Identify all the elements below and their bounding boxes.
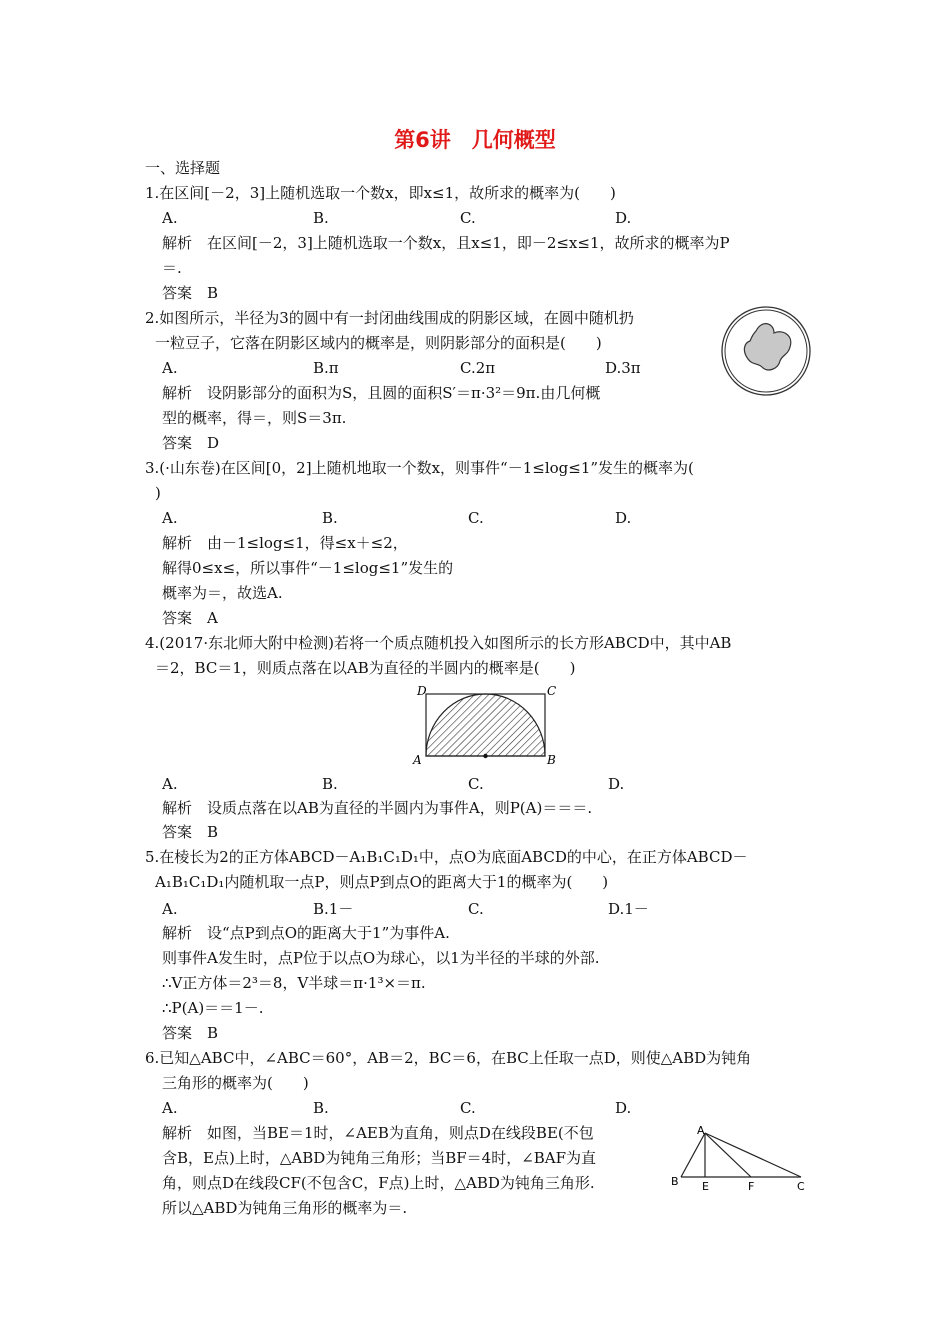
q4-option-a: A. <box>162 775 178 793</box>
q2-stem-line1: 2.如图所示，半径为3的圆中有一封闭曲线围成的阴影区域，在圆中随机扔 <box>145 309 634 327</box>
page-title: 第6讲 几何概型 <box>394 128 556 152</box>
q3-option-a: A. <box>162 509 178 527</box>
q2-option-d: D.3π <box>605 359 641 377</box>
q1-stem: 1.在区间[－2，3]上随机选取一个数x，即x≤1，故所求的概率为( ) <box>145 184 616 202</box>
q6-option-c: C. <box>460 1099 476 1117</box>
figure-label-c: C <box>547 684 557 698</box>
q3-analysis-line2: 解得0≤x≤，所以事件“－1≤log≤1”发生的 <box>162 559 454 577</box>
q3-option-c: C. <box>468 509 484 527</box>
q6-option-d: D. <box>615 1099 632 1117</box>
q5-option-a: A. <box>162 900 178 918</box>
q5-option-b: B.1－ <box>313 900 354 918</box>
q6-option-a: A. <box>162 1099 178 1117</box>
figure-label-c: C <box>797 1180 805 1192</box>
figure-label-b: B <box>671 1175 679 1188</box>
q5-answer: 答案 B <box>162 1024 219 1042</box>
q4-option-b: B. <box>322 775 338 793</box>
q6-option-b: B. <box>313 1099 329 1117</box>
q1-option-c: C. <box>460 209 476 227</box>
q6-stem-line1: 6.已知△ABC中，∠ABC＝60°，AB＝2，BC＝6，在BC上任取一点D，则使△ABD为钝角 <box>145 1049 752 1067</box>
figure-label-a: A <box>697 1124 705 1137</box>
q5-analysis-line1: 解析 设“点P到点O的距离大于1”为事件A. <box>162 924 450 942</box>
q1-option-d: D. <box>615 209 632 227</box>
figure-label-b: B <box>547 753 556 767</box>
q4-answer: 答案 B <box>162 823 219 841</box>
q5-analysis-line4: ∴P(A)＝＝1－. <box>162 999 264 1017</box>
q2-option-b: B.π <box>313 359 339 377</box>
circle-shaded-region-figure <box>718 303 814 399</box>
figure-label-e: E <box>702 1180 709 1192</box>
q2-analysis-line2: 型的概率，得＝，则S＝3π. <box>162 409 347 427</box>
q3-stem-line1: 3.(·山东卷)在区间[0，2]上随机地取一个数x，则事件“－1≤log≤1”发生的概率为( <box>145 459 694 477</box>
q4-analysis: 解析 设质点落在以AB为直径的半圆内为事件A，则P(A)＝＝＝. <box>162 799 593 817</box>
rectangle-semicircle-figure <box>408 683 558 769</box>
q3-option-b: B. <box>322 509 338 527</box>
q4-stem-line2: ＝2，BC＝1，则质点落在以AB为直径的半圆内的概率是( ) <box>155 659 576 677</box>
q3-option-d: D. <box>615 509 632 527</box>
q3-analysis-line3: 概率为＝，故选A. <box>162 584 283 602</box>
section-heading: 一、选择题 <box>145 159 221 177</box>
q6-analysis-line1: 解析 如图，当BE＝1时，∠AEB为直角，则点D在线段BE(不包 <box>162 1124 594 1142</box>
triangle-abc-figure <box>668 1120 808 1192</box>
q5-analysis-line3: ∴V正方体＝2³＝8，V半球＝π·1³×＝π. <box>162 974 426 992</box>
q6-analysis-line3: 角，则点D在线段CF(不包含C，F点)上时，△ABD为钝角三角形. <box>162 1174 595 1192</box>
q1-option-a: A. <box>162 209 178 227</box>
q6-analysis-line4: 所以△ABD为钝角三角形的概率为＝. <box>162 1199 408 1217</box>
q5-stem-line1: 5.在棱长为2的正方体ABCD－A₁B₁C₁D₁中，点O为底面ABCD的中心，在正方体ABCD－ <box>145 848 748 866</box>
q2-option-c: C.2π <box>460 359 496 377</box>
q6-stem-line2: 三角形的概率为( ) <box>162 1074 309 1092</box>
q2-analysis-line1: 解析 设阴影部分的面积为S，且圆的面积S′＝π·3²＝9π.由几何概 <box>162 384 601 402</box>
q4-option-d: D. <box>608 775 625 793</box>
q2-option-a: A. <box>162 359 178 377</box>
q5-option-c: C. <box>468 900 484 918</box>
q5-option-d: D.1－ <box>608 900 649 918</box>
q2-stem-line2: 一粒豆子，它落在阴影区域内的概率是，则阴影部分的面积是( ) <box>155 334 602 352</box>
figure-label-f: F <box>748 1180 755 1192</box>
q1-analysis-line1: 解析 在区间[－2，3]上随机选取一个数x，且x≤1，即－2≤x≤1，故所求的概率为P <box>162 234 730 252</box>
q2-answer: 答案 D <box>162 434 220 452</box>
q3-answer: 答案 A <box>162 609 218 627</box>
q6-analysis-line2: 含B，E点)上时，△ABD为钝角三角形；当BF＝4时，∠BAF为直 <box>162 1149 597 1167</box>
figure-label-a: A <box>413 753 422 767</box>
q3-stem-line2: ) <box>155 484 161 502</box>
q4-stem-line1: 4.(2017·东北师大附中检测)若将一个质点随机投入如图所示的长方形ABCD中，其中AB <box>145 634 732 652</box>
q5-analysis-line2: 则事件A发生时，点P位于以点O为球心，以1为半径的半球的外部. <box>162 949 600 967</box>
figure-label-d: D <box>417 684 427 698</box>
q4-option-c: C. <box>468 775 484 793</box>
q5-stem-line2: A₁B₁C₁D₁内随机取一点P，则点P到点O的距离大于1的概率为( ) <box>155 873 609 891</box>
q1-answer: 答案 B <box>162 284 219 302</box>
q1-option-b: B. <box>313 209 329 227</box>
q1-analysis-line2: ＝. <box>162 259 182 277</box>
q3-analysis-line1: 解析 由－1≤log≤1，得≤x＋≤2， <box>162 534 408 552</box>
